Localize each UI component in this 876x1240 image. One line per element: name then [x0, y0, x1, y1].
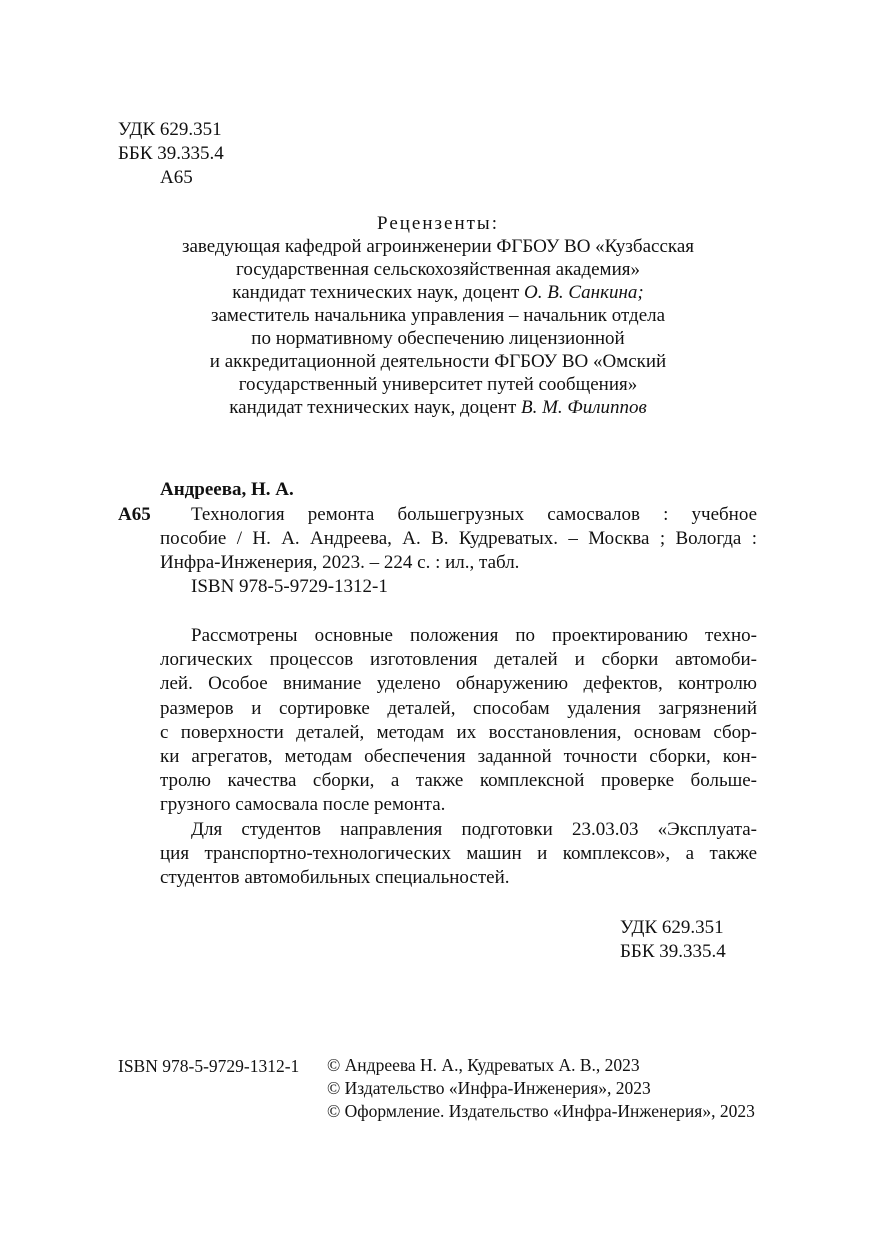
abstract-line: ки агрегатов, методам обеспечения заданной точности сборки, кон-	[160, 745, 757, 767]
bib-description	[160, 503, 757, 599]
bib-isbn: ISBN 978-5-9729-1312-1	[191, 576, 388, 597]
bbk-code-top: ББК 39.335.4	[118, 143, 224, 164]
abstract-line: грузного самосвала после ремонта.	[160, 794, 446, 816]
abstract-line: ция транспортно-технологических машин и комплексов», а также	[160, 842, 757, 864]
reviewers-line: заведующая кафедрой агроинженерии ФГБОУ ВО «Кузбасская	[181, 236, 695, 257]
reviewer-2-name: В. М. Филиппов	[521, 397, 647, 418]
abstract-line: логических процессов изготовления деталей и сборки автомоби-	[160, 649, 757, 671]
reviewer-2-line	[118, 396, 758, 419]
abstract-line: тролю качества сборки, а также комплексной проверке больше-	[160, 770, 757, 792]
bib-line: Инфра-Инженерия, 2023. – 224 с. : ил., табл.	[160, 552, 520, 573]
reviewers-line: и аккредитационной деятельности ФГБОУ ВО «Омский	[209, 351, 667, 372]
udk-code-top: УДК 629.351	[118, 119, 222, 140]
abstract-line: Для студентов направления подготовки 23.03.03 «Эксплуата-	[191, 818, 757, 840]
copyright-line: © Андреева Н. А., Кудреватых А. В., 2023	[327, 1055, 640, 1075]
abstract-line: лей. Особое внимание уделено обнаружению дефектов, контролю	[160, 673, 757, 695]
abstract-line: Рассмотрены основные положения по проектированию техно-	[191, 625, 757, 646]
reviewers-block	[118, 212, 758, 419]
bib-line: Технология ремонта большегрузных самосвалов : учебное	[191, 504, 757, 525]
reviewer-1-line	[118, 281, 758, 304]
reviewers-line: по нормативному обеспечению лицензионной	[251, 328, 625, 349]
copyright-line: © Издательство «Инфра-Инженерия», 2023	[327, 1078, 651, 1098]
bib-line: пособие / Н. А. Андреева, А. В. Кудреватых. – Москва ; Вологда :	[160, 528, 757, 549]
reviewer-2-title: кандидат технических наук, доцент	[229, 397, 521, 418]
reviewer-1-name: О. В. Санкина;	[524, 282, 644, 303]
reviewers-heading: Рецензенты:	[377, 213, 499, 234]
abstract-line: с поверхности деталей, методам их восстановления, основам сбор-	[160, 721, 757, 743]
author-mark-top: А65	[160, 167, 193, 188]
udk-code-bottom: УДК 629.351	[620, 917, 724, 938]
abstract-block	[160, 624, 757, 890]
abstract-line: размеров и сортировке деталей, способам удаления загрязнений	[160, 697, 757, 719]
isbn-bottom: ISBN 978-5-9729-1312-1	[118, 1056, 300, 1076]
bib-author-heading: Андреева, Н. А.	[160, 479, 294, 500]
bib-author-mark: А65	[118, 504, 151, 525]
reviewers-line: заместитель начальника управления – начальник отдела	[210, 305, 666, 326]
reviewers-line: государственный университет путей сообщения»	[238, 374, 638, 395]
abstract-line: студентов автомобильных специальностей.	[160, 866, 510, 888]
copyright-notices	[327, 1054, 755, 1123]
reviewer-1-title: кандидат технических наук, доцент	[232, 282, 525, 303]
bbk-code-bottom: ББК 39.335.4	[620, 941, 726, 962]
copyright-line: © Оформление. Издательство «Инфра-Инженерия», 2023	[327, 1101, 755, 1121]
reviewers-line: государственная сельскохозяйственная академия»	[236, 259, 640, 280]
